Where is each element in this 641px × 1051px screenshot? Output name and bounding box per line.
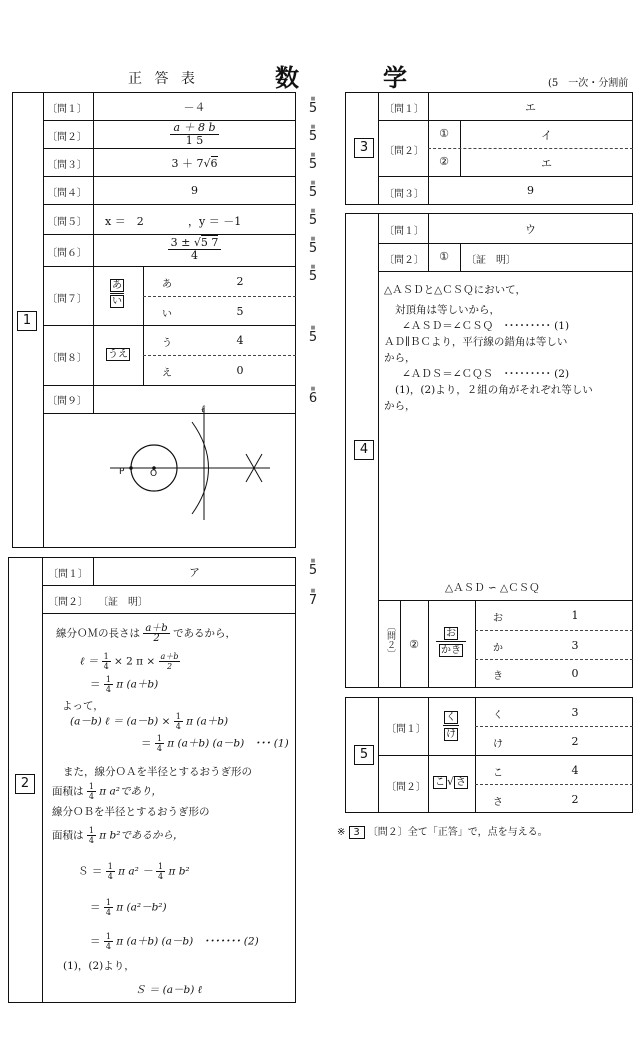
q5-value-ke: 2 [571, 735, 579, 748]
q2-1-label: 〔問１〕 [48, 569, 88, 580]
q4-2-label: 〔問２〕 [384, 255, 424, 266]
section-4-number: 4 [354, 440, 374, 460]
q1-3-answer: 3 ＋ 7√6 [171, 157, 218, 170]
q5-value-sa: 2 [571, 793, 579, 806]
q5-value-ku: 3 [571, 706, 579, 719]
q2-proof-line-9: 線分ＯＢを半径とするおうぎ形の [52, 806, 210, 818]
q1-8-value-u: 4 [236, 334, 244, 347]
q1-1-answer: －４ [183, 101, 206, 114]
q4-conclusion: △ＡＳＤ ∽ △ＣＳＱ [445, 582, 540, 594]
q2-proof-line-4: よって， [62, 700, 104, 712]
q1-3-points: ■ 5 [308, 152, 318, 172]
q4-key-ki: き [493, 671, 503, 682]
q5-key-ku: く [493, 710, 503, 721]
q4-proof-line-5: から， [384, 352, 416, 364]
q1-8-key-u: う [162, 338, 172, 349]
q4-proof-line-8: から， [384, 400, 416, 412]
q4-key-o: お [493, 613, 503, 624]
q4-value-o: 1 [571, 609, 579, 622]
q4-1-label: 〔問１〕 [384, 226, 424, 237]
section-2-number: 2 [15, 774, 35, 794]
q3-1-label: 〔問１〕 [384, 104, 424, 115]
q1-5-points: ■ 5 [308, 208, 318, 228]
exam-note: (5 一次・分割前 [548, 78, 629, 89]
q2-proof-line-5: (a－b) ℓ ＝ (a－b) × $\frac{1}{4}$ π (a＋b) [70, 712, 229, 731]
q4-1-answer: ウ [525, 223, 536, 236]
q1-1-points: ■ 5 [308, 96, 318, 116]
footnote: ※ 3 〔問２〕全て「正答」で，点を与える。 [337, 827, 548, 838]
q1-5-label: 〔問５〕 [47, 217, 87, 228]
q1-2-answer: $\frac{a + 8 b}{1 5}$ [93, 122, 296, 147]
q1-9-points: ■ 6 [308, 386, 318, 406]
section-3-number: 3 [354, 138, 374, 158]
q1-9-construction-figure [100, 400, 280, 530]
q1-8-answer-box: うえ [108, 349, 128, 360]
q1-8-points: ■ 5 [308, 325, 318, 345]
q3-2-answer-1: イ [541, 129, 552, 142]
q3-2-answer-2: エ [541, 157, 552, 170]
q1-7-key-i: い [162, 309, 172, 320]
q1-3-label: 〔問３〕 [47, 160, 87, 171]
q4-2-sub1: ① [439, 250, 449, 263]
q4-2-sub2: ② [409, 638, 419, 651]
q1-4-answer: 9 [191, 184, 198, 197]
q4-proof-line-6: ∠ＡＤＳ＝∠ＣＱＳ ･････････ (2) [402, 368, 570, 380]
q1-5-answer-x: x ＝ 2 [105, 215, 144, 228]
q2-proof-line-10: 面積は $\frac{1}{4}$ π b²であるから， [52, 826, 184, 845]
q2-2-label: 〔問２〕 [48, 597, 88, 608]
q1-7-key-a: あ [162, 279, 172, 290]
q2-proof-line-7: また，線分ＯＡを半径とするおうぎ形の [63, 766, 252, 778]
q3-2-label: 〔問２〕 [384, 146, 424, 157]
q4-key-ka: か [493, 643, 503, 654]
q1-6-label: 〔問６〕 [47, 248, 87, 259]
q1-2-points: ■ 5 [308, 124, 318, 144]
q2-1-points: ■ 5 [308, 558, 318, 578]
q5-2-label: 〔問２〕 [386, 782, 426, 793]
q4-proof-title: 〔証 明〕 [466, 255, 516, 266]
subject-title: 数 学 [275, 63, 437, 92]
q1-8-key-e: え [162, 368, 172, 379]
q4-value-ki: 0 [571, 667, 579, 680]
q1-7-points: ■ 5 [308, 264, 318, 284]
q1-1-label: 〔問１〕 [47, 104, 87, 115]
q1-5-answer-y: ，y ＝ －1 [188, 215, 242, 228]
q4-value-ka: 3 [571, 639, 579, 652]
point-o-label: O [150, 469, 158, 479]
line-l-label: ℓ [201, 404, 206, 415]
q5-1-answer-box: く け [443, 710, 459, 741]
q4-proof-line-7: (1)，(2)より，２組の角がそれぞれ等しい [395, 384, 593, 396]
q1-7-value-a: 2 [236, 275, 244, 288]
q5-key-sa: さ [493, 797, 503, 808]
q1-8-label: 〔問８〕 [47, 353, 87, 364]
q1-6-answer: $\frac{3 \pm √5 7}{4}$ [93, 237, 296, 262]
q1-8-value-e: 0 [236, 364, 244, 377]
q5-value-ko: 4 [571, 764, 579, 777]
q1-4-points: ■ 5 [308, 180, 318, 200]
q4-proof-line-3: ∠ＡＳＤ＝∠ＣＳＱ ･････････ (1) [402, 320, 570, 332]
q3-3-answer: 9 [527, 184, 534, 197]
q1-7-value-i: 5 [236, 305, 244, 318]
q2-2-points: ■ 7 [308, 588, 318, 608]
q2-proof-line-2: ℓ ＝ $\frac{1}{4}$ × 2 π × $\frac{a+b}{2}$ [80, 652, 179, 671]
q1-7-answer-box: あ い [112, 280, 122, 307]
q5-key-ko: こ [493, 768, 503, 779]
q2-proof-line-15: Ｓ ＝ (a－b) ℓ [135, 984, 203, 996]
q2-proof-title: 〔証 明〕 [98, 597, 148, 608]
q4-2-answer-box: お かき [436, 626, 466, 657]
q4-proof-line-2: 対頂角は等しいから， [395, 304, 500, 316]
q2-proof-line-8: 面積は $\frac{1}{4}$ π a²であり， [52, 782, 162, 801]
q4-2-label-vertical: 〔問２〕 [385, 622, 395, 658]
q2-1-answer: ア [189, 566, 200, 579]
section-1-number: 1 [17, 311, 37, 331]
q1-9-label: 〔問９〕 [47, 396, 87, 407]
q3-1-answer: エ [525, 101, 536, 114]
q3-2-sub1: ① [439, 127, 449, 140]
point-p-label: P [119, 467, 125, 477]
q4-proof-line-4: ＡＤ∥ＢＣより，平行線の錯角は等しい [384, 336, 568, 348]
q5-2-answer-box: こ √ さ [435, 775, 467, 788]
answer-table-title: 正 答 表 [128, 71, 199, 87]
q2-proof-line-1: 線分ＯＭの長さは $\frac{a+b}{2}$ であるから， [56, 623, 237, 644]
q5-key-ke: け [493, 739, 503, 750]
q2-proof-line-14: (1)，(2)より， [63, 960, 135, 972]
q2-proof-line-3: ＝ $\frac{1}{4}$ π (a＋b) [90, 675, 159, 694]
q2-proof-line-13: ＝ $\frac{1}{4}$ π (a＋b) (a－b) ･･･････ (2) [90, 932, 259, 951]
q1-6-points: ■ 5 [308, 236, 318, 256]
q2-proof-line-6: ＝ $\frac{1}{4}$ π (a＋b) (a－b) ･･･ (1) [141, 734, 289, 753]
q4-proof-line-1: △ＡＳＤと△ＣＳＱにおいて， [384, 284, 526, 296]
q1-4-label: 〔問４〕 [47, 188, 87, 199]
q3-3-label: 〔問３〕 [384, 189, 424, 200]
q5-1-label: 〔問１〕 [386, 724, 426, 735]
section-5-number: 5 [354, 745, 374, 765]
q1-2-label: 〔問２〕 [47, 132, 87, 143]
q3-2-sub2: ② [439, 155, 449, 168]
q2-proof-line-12: ＝ $\frac{1}{4}$ π (a²－b²) [90, 898, 167, 917]
q1-7-label: 〔問７〕 [47, 294, 87, 305]
q2-proof-line-11: Ｓ ＝ $\frac{1}{4}$ π a² － $\frac{1}{4}$ π b² [78, 862, 190, 881]
